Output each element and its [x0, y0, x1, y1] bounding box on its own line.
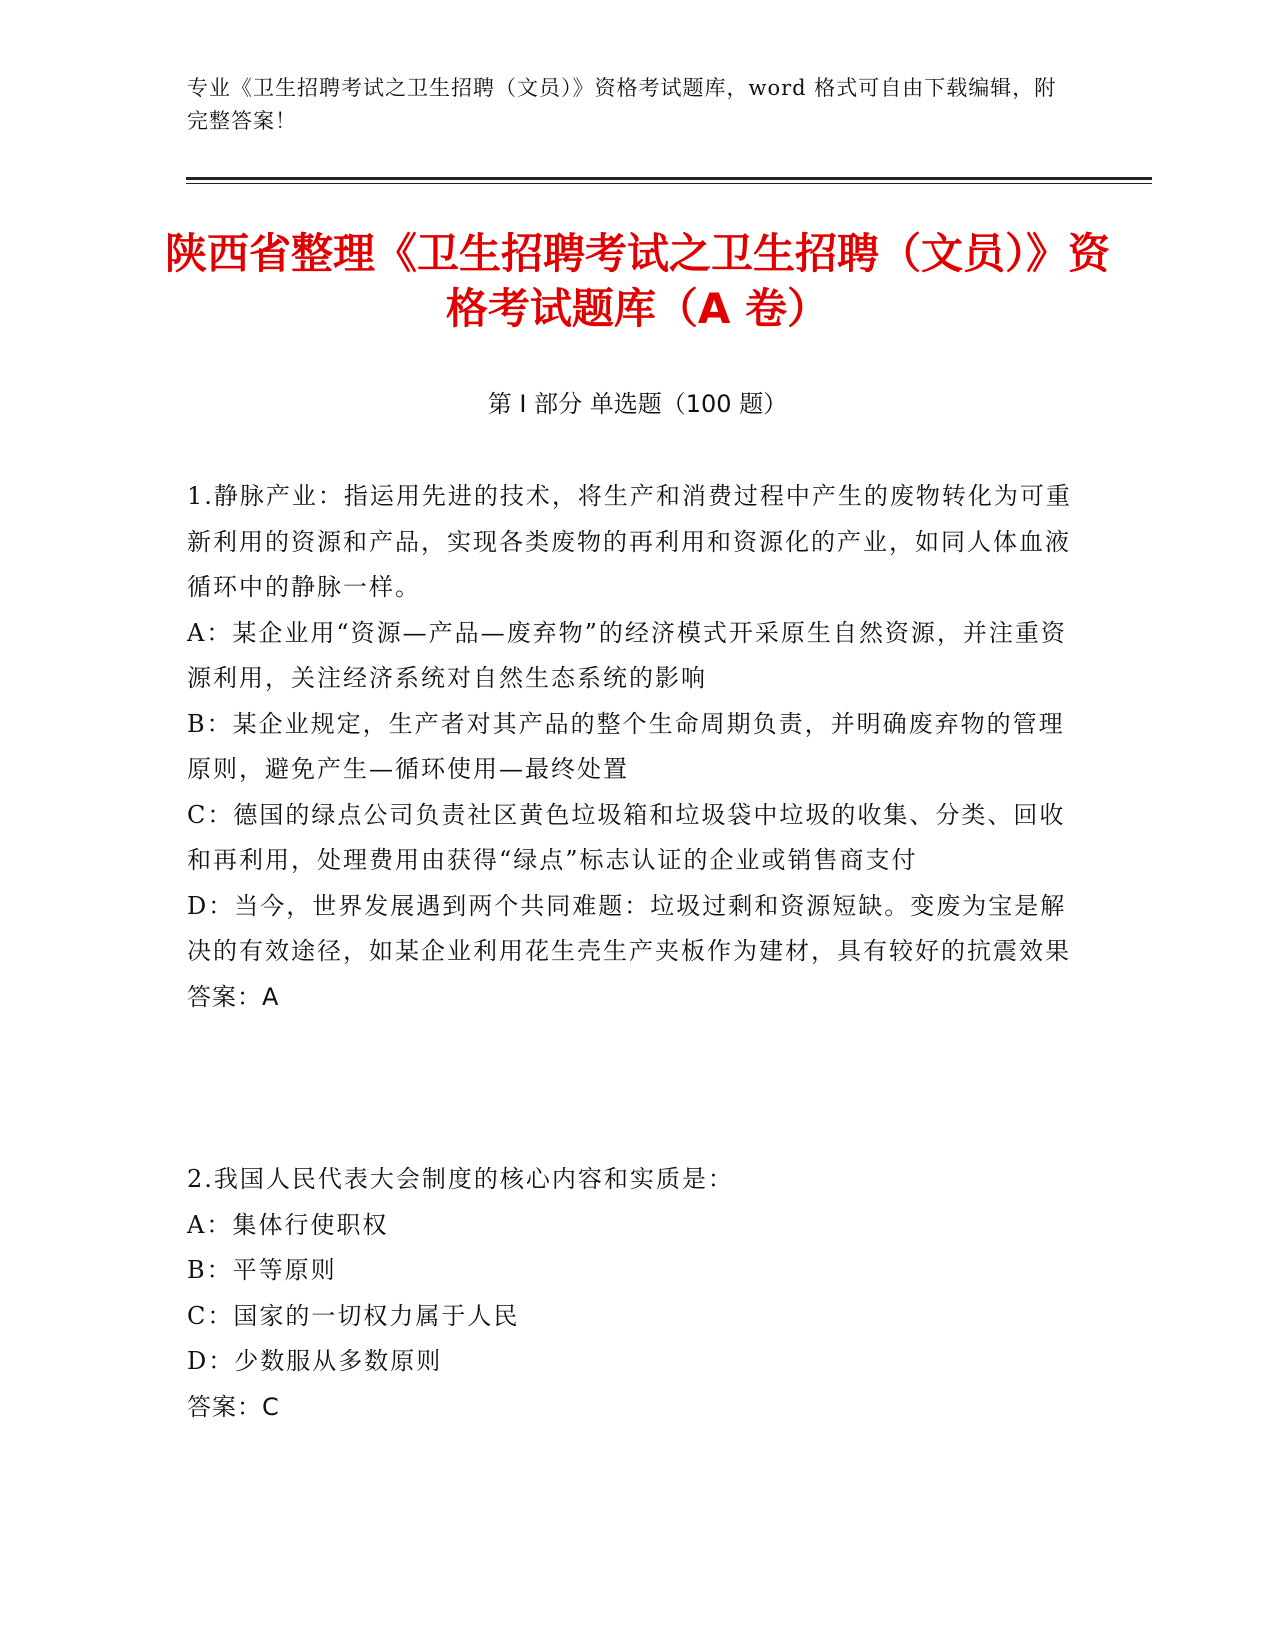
question-1	[187, 474, 1077, 1020]
option-a: A：集体行使职权	[187, 1210, 389, 1239]
header-note: 专业《卫生招聘考试之卫生招聘（文员）》资格考试题库，word 格式可自由下载编辑，附完整答案！	[187, 76, 1057, 133]
option-d: D：少数服从多数原则	[187, 1347, 443, 1375]
option-c: C：国家的一切权力属于人民	[187, 1301, 520, 1330]
question-stem: 1.静脉产业：指运用先进的技术，将生产和消费过程中产生的废物转化为可重新利用的资源和产品，实现各类废物的再利用和资源化的产业，如同人体血液循环中的静脉一样。	[187, 482, 1072, 601]
section-title: 第 I 部分 单选题（100 题）	[487, 390, 788, 418]
header-divider-thick	[186, 177, 1152, 180]
question-2	[187, 1157, 1077, 1430]
answer: 答案：C	[187, 1392, 280, 1421]
document-title: 陕西省整理《卫生招聘考试之卫生招聘（文员）》资格考试题库（A 卷）	[164, 229, 1110, 333]
option-b: B：平等原则	[187, 1256, 337, 1284]
option-b: B：某企业规定，生产者对其产品的整个生命周期负责，并明确废弃物的管理原则，避免产生—循环使用—最终处置	[187, 709, 1065, 783]
option-c: C：德国的绿点公司负责社区黄色垃圾箱和垃圾袋中垃圾的收集、分类、回收和再利用，处理费用由获得“绿点”标志认证的企业或销售商支付	[187, 800, 1066, 874]
option-a: A：某企业用“资源—产品—废弃物”的经济模式开采原生自然资源，并注重资源利用，关注经济系统对自然生态系统的影响	[187, 618, 1067, 692]
option-d: D：当今，世界发展遇到两个共同难题：垃圾过剩和资源短缺。变废为宝是解决的有效途径，如某企业利用花生壳生产夹板作为建材，具有较好的抗震效果	[187, 891, 1071, 965]
answer: 答案：A	[187, 982, 280, 1011]
header-divider-thin	[186, 183, 1152, 184]
question-stem: 2.我国人民代表大会制度的核心内容和实质是：	[187, 1165, 734, 1193]
